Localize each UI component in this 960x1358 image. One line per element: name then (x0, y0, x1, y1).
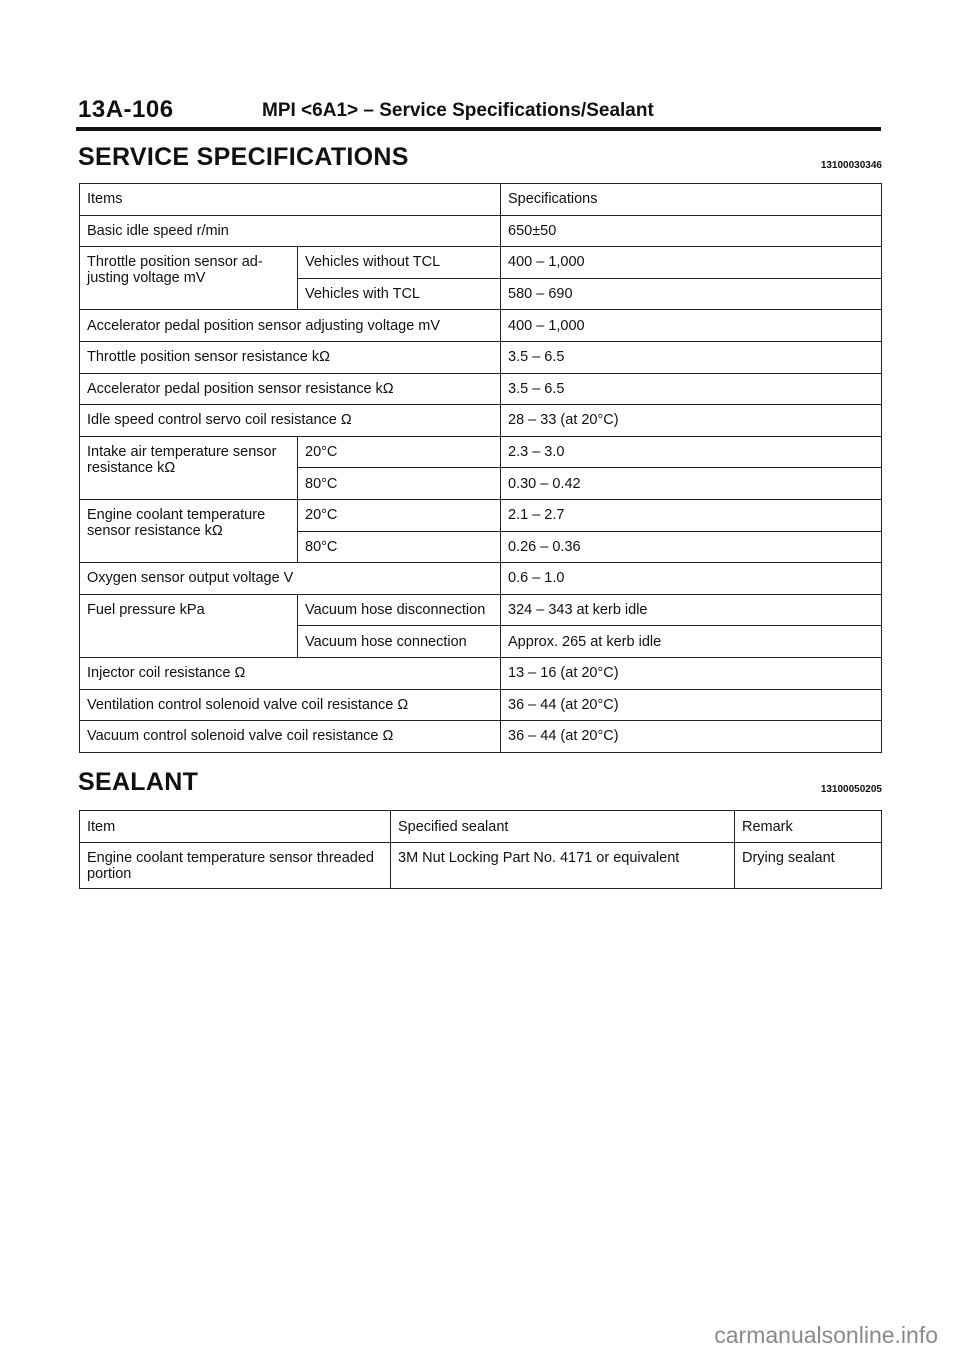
spec-cell: 580 – 690 (501, 278, 882, 310)
service-specs-ref: 13100030346 (820, 160, 882, 171)
header-item: Item (80, 811, 391, 843)
sealant-title: SEALANT (78, 768, 199, 796)
header-specified-sealant: Specified sealant (391, 811, 735, 843)
table-row (80, 215, 882, 247)
spec-cell: 324 – 343 at kerb idle (501, 594, 882, 626)
spec-cell: 36 – 44 (at 20°C) (501, 721, 882, 753)
sealant-ref: 13100050205 (820, 784, 882, 795)
sealant-item-cell: Engine coolant temperature sensor threaded portion (80, 843, 391, 889)
page-number: 13A-106 (78, 96, 174, 123)
header-rule (76, 127, 881, 131)
condition-cell: Vacuum hose connection (298, 626, 501, 658)
condition-cell: 20°C (298, 436, 501, 468)
item-cell: Throttle position sensor resistance kΩ (80, 341, 501, 373)
item-cell: Fuel pressure kPa (80, 594, 298, 657)
item-cell: Throttle position sensor ad-justing voltage mV (80, 247, 298, 310)
item-cell: Engine coolant temperature sensor resistance kΩ (80, 499, 298, 562)
sealant-table (79, 810, 882, 889)
table-row (80, 594, 882, 626)
table-row (80, 405, 882, 437)
table-row (80, 811, 882, 843)
condition-cell: Vacuum hose disconnection (298, 594, 501, 626)
sealant-spec-cell: 3M Nut Locking Part No. 4171 or equivalent (391, 843, 735, 889)
spec-cell: 400 – 1,000 (501, 247, 882, 279)
header-specifications: Specifications (501, 184, 882, 216)
table-row (80, 657, 882, 689)
table-row (80, 247, 882, 279)
item-cell: Intake air temperature sensor resistance kΩ (80, 436, 298, 499)
item-cell: Accelerator pedal position sensor adjusting voltage mV (80, 310, 501, 342)
header-items: Items (80, 184, 501, 216)
item-cell: Vacuum control solenoid valve coil resistance Ω (80, 721, 501, 753)
table-row (80, 563, 882, 595)
spec-cell: 28 – 33 (at 20°C) (501, 405, 882, 437)
item-cell: Ventilation control solenoid valve coil resistance Ω (80, 689, 501, 721)
table-row (80, 184, 882, 216)
condition-cell: 80°C (298, 531, 501, 563)
spec-cell: 0.26 – 0.36 (501, 531, 882, 563)
spec-cell: 2.3 – 3.0 (501, 436, 882, 468)
header-remark: Remark (735, 811, 882, 843)
chapter-title: MPI <6A1> – Service Specifications/Sealant (262, 100, 654, 121)
table-row (80, 499, 882, 531)
condition-cell: Vehicles without TCL (298, 247, 501, 279)
table-row (80, 373, 882, 405)
condition-cell: 80°C (298, 468, 501, 500)
spec-cell: 0.30 – 0.42 (501, 468, 882, 500)
service-specs-table (79, 183, 882, 753)
spec-cell: 3.5 – 6.5 (501, 341, 882, 373)
table-row (80, 843, 882, 889)
table-row (80, 689, 882, 721)
table-row (80, 436, 882, 468)
condition-cell: 20°C (298, 499, 501, 531)
table-row (80, 310, 882, 342)
spec-cell: 0.6 – 1.0 (501, 563, 882, 595)
spec-cell: 650±50 (501, 215, 882, 247)
item-cell: Idle speed control servo coil resistance Ω (80, 405, 501, 437)
sealant-remark-cell: Drying sealant (735, 843, 882, 889)
item-cell: Injector coil resistance Ω (80, 657, 501, 689)
spec-cell: 36 – 44 (at 20°C) (501, 689, 882, 721)
condition-cell: Vehicles with TCL (298, 278, 501, 310)
item-cell: Accelerator pedal position sensor resistance kΩ (80, 373, 501, 405)
table-row (80, 721, 882, 753)
spec-cell: 13 – 16 (at 20°C) (501, 657, 882, 689)
item-cell: Oxygen sensor output voltage V (80, 563, 501, 595)
watermark: carmanualsonline.info (714, 1322, 938, 1348)
spec-cell: Approx. 265 at kerb idle (501, 626, 882, 658)
spec-cell: 400 – 1,000 (501, 310, 882, 342)
table-row (80, 341, 882, 373)
spec-cell: 3.5 – 6.5 (501, 373, 882, 405)
item-cell: Basic idle speed r/min (80, 215, 501, 247)
spec-cell: 2.1 – 2.7 (501, 499, 882, 531)
service-specs-title: SERVICE SPECIFICATIONS (78, 143, 409, 171)
